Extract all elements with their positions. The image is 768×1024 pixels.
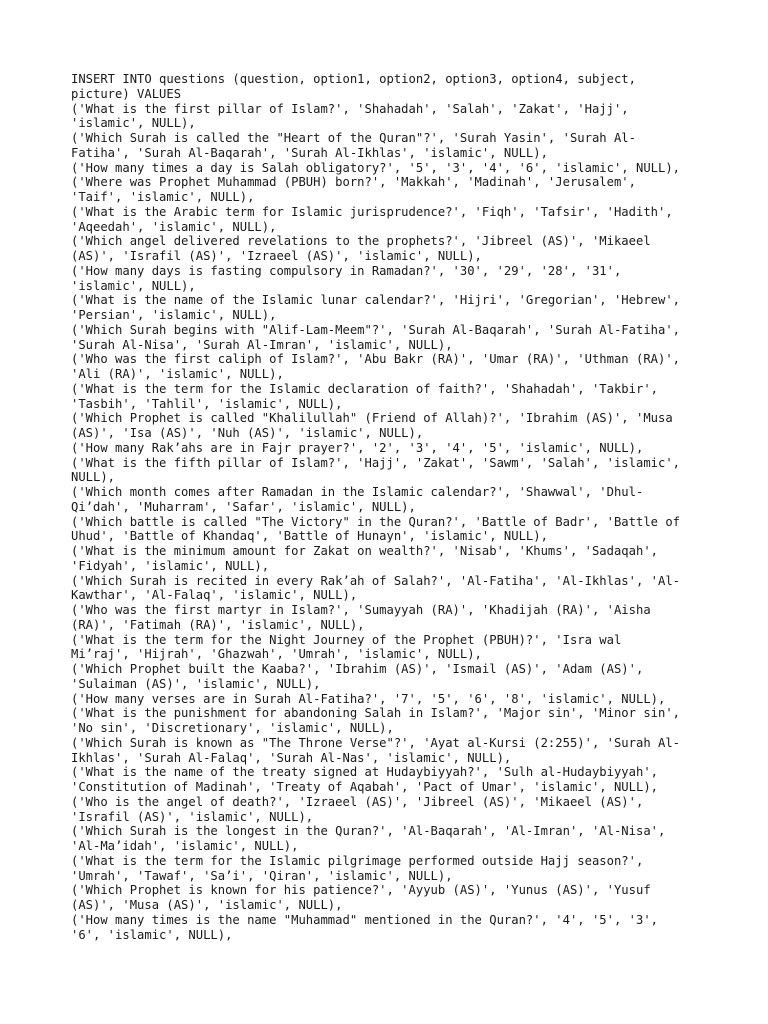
text-line: 'Persian', 'islamic', NULL),: [71, 308, 277, 322]
text-line: ('What is the term for the Islamic declaration of faith?', 'Shahadah', 'Takbir',: [71, 381, 658, 396]
text-line: ('What is the Arabic term for Islamic jurisprudence?', 'Fiqh', 'Tafsir', 'Hadith',: [71, 204, 673, 219]
text-line: (RA)', 'Fatimah (RA)', 'islamic', NULL),: [71, 617, 365, 632]
text-line: Fatiha', 'Surah Al-Baqarah', 'Surah Al-Ikhlas', 'islamic', NULL),: [71, 145, 548, 160]
text-line: Mi’raj', 'Hijrah', 'Ghazwah', 'Umrah', 'islamic', NULL),: [71, 647, 482, 662]
text-line: Kawthar', 'Al-Falaq', 'islamic', NULL),: [71, 588, 358, 603]
text-line: (AS)', 'Isa (AS)', 'Nuh (AS)', 'islamic', NULL),: [71, 426, 424, 440]
text-line: 'Constitution of Madinah', 'Treaty of Aqabah', 'Pact of Umar', 'islamic', NULL),: [71, 780, 658, 794]
text-line: INSERT INTO questions (question, option1, option2, option3, option4, subject,: [71, 72, 636, 86]
text-line: ('Which month comes after Ramadan in the Islamic calendar?', 'Shawwal', 'Dhul-: [71, 485, 644, 499]
text-line: ('Who was the first caliph of Islam?', 'Abu Bakr (RA)', 'Umar (RA)', 'Uthman (RA)',: [71, 352, 681, 367]
text-line: 'Tasbih', 'Tahlil', 'islamic', NULL),: [71, 396, 343, 411]
text-line: ('How many verses are in Surah Al-Fatiha?', '7', '5', '6', '8', 'islamic', NULL),: [71, 691, 666, 706]
text-line: ('Which Surah is recited in every Rak’ah of Salah?', 'Al-Fatiha', 'Al-Ikhlas', 'Al-: [71, 573, 681, 588]
text-line: ('What is the name of the Islamic lunar calendar?', 'Hijri', 'Gregorian', 'Hebrew',: [71, 293, 681, 308]
text-line: 'Aqeedah', 'islamic', NULL),: [71, 219, 277, 234]
text-line: Qi’dah', 'Muharram', 'Safar', 'islamic', NULL),: [71, 499, 416, 514]
text-line: (AS)', 'Israfil (AS)', 'Izraeel (AS)', 'islamic', NULL),: [71, 249, 482, 263]
text-line: ('Which Surah begins with "Alif-Lam-Meem"?', 'Surah Al-Baqarah', 'Surah Al-Fatiha',: [71, 322, 681, 337]
text-line: NULL),: [71, 470, 116, 485]
text-line: 'Israfil (AS)', 'islamic', NULL),: [71, 809, 314, 824]
text-line: 'islamic', NULL),: [71, 278, 196, 293]
text-line: 'Surah Al-Nisa', 'Surah Al-Imran', 'islamic', NULL),: [71, 337, 453, 352]
text-line: ('What is the term for the Islamic pilgrimage performed outside Hajj season?',: [71, 853, 644, 868]
text-line: ('What is the fifth pillar of Islam?', 'Hajj', 'Zakat', 'Sawm', 'Salah', 'islamic',: [71, 455, 681, 470]
text-line: 'No sin', 'Discretionary', 'islamic', NULL),: [71, 721, 394, 735]
text-line: 'Fidyah', 'islamic', NULL),: [71, 558, 270, 573]
text-line: ('What is the name of the treaty signed at Hudaybiyyah?', 'Sulh al-Hudaybiyyah',: [71, 765, 658, 780]
sql-document: [71, 72, 711, 942]
text-line: ('Which Surah is known as "The Throne Verse"?', 'Ayat al-Kursi (2:255)', 'Surah Al-: [71, 735, 681, 750]
text-line: picture) VALUES: [71, 86, 182, 101]
text-line: ('Which Surah is called the "Heart of the Quran"?', 'Surah Yasin', 'Surah Al-: [71, 131, 636, 145]
text-line: 'Umrah', 'Tawaf', 'Sa’i', 'Qiran', 'islamic', NULL),: [71, 868, 453, 883]
text-line: ('How many Rak’ahs are in Fajr prayer?', '2', '3', '4', '5', 'islamic', NULL),: [71, 440, 644, 455]
text-line: ('Who was the first martyr in Islam?', 'Sumayyah (RA)', 'Khadijah (RA)', 'Aisha: [71, 603, 651, 617]
text-line: ('Which Surah is the longest in the Quran?', 'Al-Baqarah', 'Al-Imran', 'Al-Nisa',: [71, 824, 666, 839]
text-line: ('Which Prophet built the Kaaba?', 'Ibrahim (AS)', 'Ismail (AS)', 'Adam (AS)',: [71, 662, 644, 676]
text-line: ('How many times a day is Salah obligatory?', '5', '3', '4', '6', 'islamic', NULL),: [71, 160, 681, 175]
text-line: ('Which Prophet is called "Khalilullah" (Friend of Allah)?', 'Ibrahim (AS)', 'Musa: [71, 411, 673, 426]
text-line: ('Who is the angel of death?', 'Izraeel (AS)', 'Jibreel (AS)', 'Mikaeel (AS)',: [71, 794, 644, 809]
text-line: 'Ali (RA)', 'islamic', NULL),: [71, 367, 284, 381]
text-line: '6', 'islamic', NULL),: [71, 927, 233, 942]
text-line: 'Sulaiman (AS)', 'islamic', NULL),: [71, 676, 321, 691]
text-line: ('Which battle is called "The Victory" in the Quran?', 'Battle of Badr', 'Battle of: [71, 514, 681, 529]
text-line: ('Which angel delivered revelations to the prophets?', 'Jibreel (AS)', 'Mikaeel: [71, 234, 651, 249]
text-line: 'Taif', 'islamic', NULL),: [71, 190, 255, 204]
text-line: ('What is the punishment for abandoning Salah in Islam?', 'Major sin', 'Minor sin',: [71, 706, 681, 721]
text-line: ('Which Prophet is known for his patience?', 'Ayyub (AS)', 'Yunus (AS)', 'Yusuf: [71, 883, 651, 898]
text-line: 'Al-Ma’idah', 'islamic', NULL),: [71, 839, 299, 853]
text-line: Ikhlas', 'Surah Al-Falaq', 'Surah Al-Nas', 'islamic', NULL),: [71, 750, 512, 765]
text-line: Uhud', 'Battle of Khandaq', 'Battle of Hunayn', 'islamic', NULL),: [71, 529, 548, 544]
text-line: ('What is the minimum amount for Zakat on wealth?', 'Nisab', 'Khums', 'Sadaqah',: [71, 544, 658, 558]
text-line: ('What is the first pillar of Islam?', 'Shahadah', 'Salah', 'Zakat', 'Hajj',: [71, 101, 629, 116]
text-line: ('How many days is fasting compulsory in Ramadan?', '30', '29', '28', '31',: [71, 263, 622, 278]
text-line: ('Where was Prophet Muhammad (PBUH) born?', 'Makkah', 'Madinah', 'Jerusalem',: [71, 175, 636, 190]
text-line: 'islamic', NULL),: [71, 116, 196, 131]
text-line: ('What is the term for the Night Journey of the Prophet (PBUH)?', 'Isra wal: [71, 632, 622, 647]
text-line: ('How many times is the name "Muhammad" mentioned in the Quran?', '4', '5', '3',: [71, 912, 658, 927]
text-line: (AS)', 'Musa (AS)', 'islamic', NULL),: [71, 898, 343, 912]
